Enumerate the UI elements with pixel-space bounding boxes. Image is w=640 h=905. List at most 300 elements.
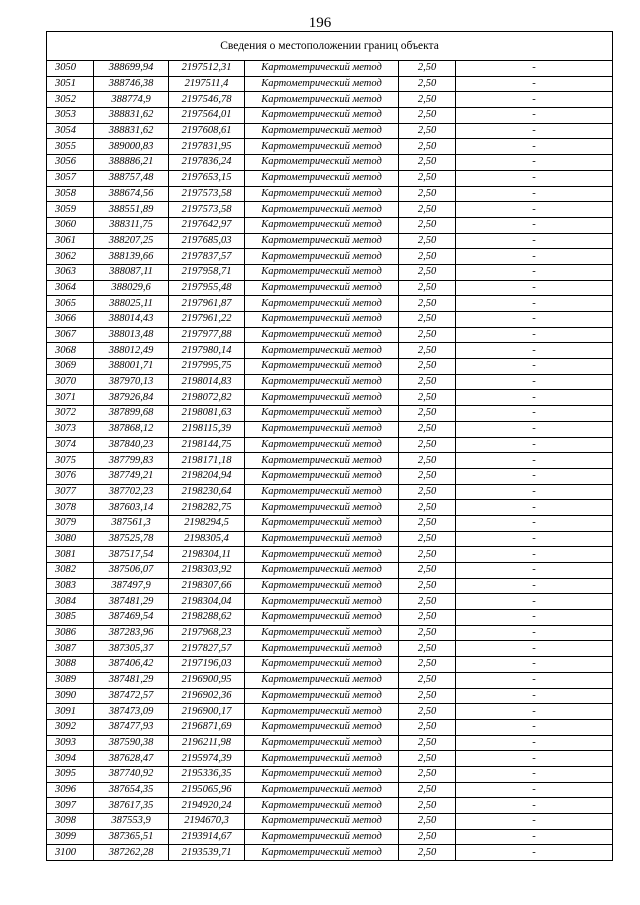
y-coordinate-cell: 2198305,4 — [169, 531, 245, 547]
accuracy-cell: 2,50 — [399, 735, 456, 751]
method-cell: Картометрический метод — [245, 108, 399, 124]
x-coordinate-cell: 387590,38 — [94, 735, 169, 751]
x-coordinate-cell: 388757,48 — [94, 170, 169, 186]
accuracy-cell: 2,50 — [399, 672, 456, 688]
accuracy-cell: 2,50 — [399, 170, 456, 186]
table-row — [47, 672, 613, 688]
method-cell: Картометрический метод — [245, 751, 399, 767]
point-number-cell: 3063 — [47, 264, 94, 280]
x-coordinate-cell: 387868,12 — [94, 421, 169, 437]
x-coordinate-cell: 388139,66 — [94, 249, 169, 265]
accuracy-cell: 2,50 — [399, 186, 456, 202]
y-coordinate-cell: 2197573,58 — [169, 186, 245, 202]
y-coordinate-cell: 2198171,18 — [169, 453, 245, 469]
accuracy-cell: 2,50 — [399, 249, 456, 265]
method-cell: Картометрический метод — [245, 92, 399, 108]
accuracy-cell: 2,50 — [399, 217, 456, 233]
x-coordinate-cell: 387497,9 — [94, 578, 169, 594]
table-row — [47, 578, 613, 594]
y-coordinate-cell: 2198282,75 — [169, 500, 245, 516]
x-coordinate-cell: 387506,07 — [94, 563, 169, 579]
description-cell: - — [456, 751, 613, 767]
x-coordinate-cell: 387553,9 — [94, 814, 169, 830]
method-cell: Картометрический метод — [245, 139, 399, 155]
point-number-cell: 3082 — [47, 563, 94, 579]
description-cell: - — [456, 766, 613, 782]
description-cell: - — [456, 155, 613, 171]
description-cell: - — [456, 845, 613, 861]
method-cell: Картометрический метод — [245, 390, 399, 406]
table-row — [47, 186, 613, 202]
y-coordinate-cell: 2193914,67 — [169, 829, 245, 845]
table-title: Сведения о местоположении границ объекта — [47, 32, 613, 61]
description-cell: - — [456, 610, 613, 626]
point-number-cell: 3085 — [47, 610, 94, 626]
point-number-cell: 3099 — [47, 829, 94, 845]
method-cell: Картометрический метод — [245, 515, 399, 531]
accuracy-cell: 2,50 — [399, 563, 456, 579]
description-cell: - — [456, 437, 613, 453]
x-coordinate-cell: 387899,68 — [94, 406, 169, 422]
point-number-cell: 3090 — [47, 688, 94, 704]
method-cell: Картометрический метод — [245, 202, 399, 218]
x-coordinate-cell: 388831,62 — [94, 108, 169, 124]
y-coordinate-cell: 2194920,24 — [169, 798, 245, 814]
y-coordinate-cell: 2197512,31 — [169, 61, 245, 77]
x-coordinate-cell: 387305,37 — [94, 641, 169, 657]
x-coordinate-cell: 387481,29 — [94, 672, 169, 688]
y-coordinate-cell: 2197961,87 — [169, 296, 245, 312]
method-cell: Картометрический метод — [245, 312, 399, 328]
method-cell: Картометрический метод — [245, 547, 399, 563]
method-cell: Картометрический метод — [245, 406, 399, 422]
x-coordinate-cell: 387262,28 — [94, 845, 169, 861]
description-cell: - — [456, 123, 613, 139]
description-cell: - — [456, 202, 613, 218]
method-cell: Картометрический метод — [245, 437, 399, 453]
table-row — [47, 139, 613, 155]
y-coordinate-cell: 2198304,11 — [169, 547, 245, 563]
table-row — [47, 155, 613, 171]
y-coordinate-cell: 2197837,57 — [169, 249, 245, 265]
table-row — [47, 735, 613, 751]
description-cell: - — [456, 829, 613, 845]
point-number-cell: 3069 — [47, 359, 94, 375]
y-coordinate-cell: 2196211,98 — [169, 735, 245, 751]
x-coordinate-cell: 387617,35 — [94, 798, 169, 814]
table-row — [47, 61, 613, 77]
y-coordinate-cell: 2198304,04 — [169, 594, 245, 610]
table-row — [47, 280, 613, 296]
point-number-cell: 3091 — [47, 704, 94, 720]
table-row — [47, 751, 613, 767]
x-coordinate-cell: 388014,43 — [94, 312, 169, 328]
description-cell: - — [456, 359, 613, 375]
accuracy-cell: 2,50 — [399, 108, 456, 124]
accuracy-cell: 2,50 — [399, 845, 456, 861]
x-coordinate-cell: 388207,25 — [94, 233, 169, 249]
x-coordinate-cell: 387525,78 — [94, 531, 169, 547]
accuracy-cell: 2,50 — [399, 155, 456, 171]
point-number-cell: 3055 — [47, 139, 94, 155]
y-coordinate-cell: 2197653,15 — [169, 170, 245, 186]
table-row — [47, 108, 613, 124]
method-cell: Картометрический метод — [245, 610, 399, 626]
accuracy-cell: 2,50 — [399, 657, 456, 673]
description-cell: - — [456, 343, 613, 359]
method-cell: Картометрический метод — [245, 453, 399, 469]
accuracy-cell: 2,50 — [399, 468, 456, 484]
y-coordinate-cell: 2197573,58 — [169, 202, 245, 218]
y-coordinate-cell: 2196902,36 — [169, 688, 245, 704]
point-number-cell: 3072 — [47, 406, 94, 422]
table-row — [47, 374, 613, 390]
table-row — [47, 845, 613, 861]
table-row — [47, 515, 613, 531]
accuracy-cell: 2,50 — [399, 704, 456, 720]
description-cell: - — [456, 484, 613, 500]
table-title-row — [47, 32, 613, 61]
method-cell: Картометрический метод — [245, 233, 399, 249]
method-cell: Картометрический метод — [245, 814, 399, 830]
accuracy-cell: 2,50 — [399, 343, 456, 359]
description-cell: - — [456, 704, 613, 720]
accuracy-cell: 2,50 — [399, 139, 456, 155]
point-number-cell: 3089 — [47, 672, 94, 688]
accuracy-cell: 2,50 — [399, 406, 456, 422]
table-row — [47, 531, 613, 547]
y-coordinate-cell: 2193539,71 — [169, 845, 245, 861]
description-cell: - — [456, 280, 613, 296]
table-row — [47, 202, 613, 218]
accuracy-cell: 2,50 — [399, 719, 456, 735]
point-number-cell: 3056 — [47, 155, 94, 171]
x-coordinate-cell: 388013,48 — [94, 327, 169, 343]
table-row — [47, 610, 613, 626]
x-coordinate-cell: 388746,38 — [94, 76, 169, 92]
table-row — [47, 421, 613, 437]
y-coordinate-cell: 2198307,66 — [169, 578, 245, 594]
x-coordinate-cell: 388025,11 — [94, 296, 169, 312]
point-number-cell: 3067 — [47, 327, 94, 343]
table-row — [47, 500, 613, 516]
method-cell: Картометрический метод — [245, 641, 399, 657]
y-coordinate-cell: 2198303,92 — [169, 563, 245, 579]
x-coordinate-cell: 388311,75 — [94, 217, 169, 233]
point-number-cell: 3051 — [47, 76, 94, 92]
boundary-coordinates-table — [46, 31, 613, 861]
accuracy-cell: 2,50 — [399, 123, 456, 139]
method-cell: Картометрический метод — [245, 76, 399, 92]
x-coordinate-cell: 387654,35 — [94, 782, 169, 798]
description-cell: - — [456, 578, 613, 594]
method-cell: Картометрический метод — [245, 280, 399, 296]
method-cell: Картометрический метод — [245, 625, 399, 641]
table-row — [47, 92, 613, 108]
table-row — [47, 406, 613, 422]
table-row — [47, 547, 613, 563]
accuracy-cell: 2,50 — [399, 327, 456, 343]
point-number-cell: 3058 — [47, 186, 94, 202]
method-cell: Картометрический метод — [245, 782, 399, 798]
x-coordinate-cell: 387517,54 — [94, 547, 169, 563]
table-row — [47, 233, 613, 249]
method-cell: Картометрический метод — [245, 343, 399, 359]
description-cell: - — [456, 312, 613, 328]
point-number-cell: 3050 — [47, 61, 94, 77]
accuracy-cell: 2,50 — [399, 531, 456, 547]
accuracy-cell: 2,50 — [399, 594, 456, 610]
method-cell: Картометрический метод — [245, 657, 399, 673]
description-cell: - — [456, 641, 613, 657]
y-coordinate-cell: 2195974,39 — [169, 751, 245, 767]
method-cell: Картометрический метод — [245, 359, 399, 375]
accuracy-cell: 2,50 — [399, 453, 456, 469]
description-cell: - — [456, 688, 613, 704]
x-coordinate-cell: 387472,57 — [94, 688, 169, 704]
table-row — [47, 829, 613, 845]
point-number-cell: 3059 — [47, 202, 94, 218]
y-coordinate-cell: 2197995,75 — [169, 359, 245, 375]
table-row — [47, 217, 613, 233]
x-coordinate-cell: 387481,29 — [94, 594, 169, 610]
x-coordinate-cell: 387926,84 — [94, 390, 169, 406]
method-cell: Картометрический метод — [245, 170, 399, 186]
method-cell: Картометрический метод — [245, 798, 399, 814]
accuracy-cell: 2,50 — [399, 92, 456, 108]
point-number-cell: 3064 — [47, 280, 94, 296]
point-number-cell: 3066 — [47, 312, 94, 328]
method-cell: Картометрический метод — [245, 704, 399, 720]
y-coordinate-cell: 2197961,22 — [169, 312, 245, 328]
point-number-cell: 3075 — [47, 453, 94, 469]
x-coordinate-cell: 388029,6 — [94, 280, 169, 296]
y-coordinate-cell: 2195065,96 — [169, 782, 245, 798]
y-coordinate-cell: 2198014,83 — [169, 374, 245, 390]
table-row — [47, 484, 613, 500]
point-number-cell: 3065 — [47, 296, 94, 312]
accuracy-cell: 2,50 — [399, 766, 456, 782]
point-number-cell: 3093 — [47, 735, 94, 751]
y-coordinate-cell: 2194670,3 — [169, 814, 245, 830]
point-number-cell: 3060 — [47, 217, 94, 233]
table-row — [47, 390, 613, 406]
point-number-cell: 3079 — [47, 515, 94, 531]
table-row — [47, 563, 613, 579]
description-cell: - — [456, 515, 613, 531]
point-number-cell: 3098 — [47, 814, 94, 830]
method-cell: Картометрический метод — [245, 421, 399, 437]
accuracy-cell: 2,50 — [399, 202, 456, 218]
table-row — [47, 76, 613, 92]
y-coordinate-cell: 2198081,63 — [169, 406, 245, 422]
accuracy-cell: 2,50 — [399, 829, 456, 845]
method-cell: Картометрический метод — [245, 766, 399, 782]
point-number-cell: 3081 — [47, 547, 94, 563]
point-number-cell: 3057 — [47, 170, 94, 186]
table-row — [47, 296, 613, 312]
description-cell: - — [456, 108, 613, 124]
description-cell: - — [456, 531, 613, 547]
y-coordinate-cell: 2197827,57 — [169, 641, 245, 657]
accuracy-cell: 2,50 — [399, 374, 456, 390]
accuracy-cell: 2,50 — [399, 421, 456, 437]
method-cell: Картометрический метод — [245, 123, 399, 139]
description-cell: - — [456, 217, 613, 233]
method-cell: Картометрический метод — [245, 578, 399, 594]
y-coordinate-cell: 2197564,01 — [169, 108, 245, 124]
method-cell: Картометрический метод — [245, 500, 399, 516]
y-coordinate-cell: 2198204,94 — [169, 468, 245, 484]
method-cell: Картометрический метод — [245, 594, 399, 610]
description-cell: - — [456, 672, 613, 688]
accuracy-cell: 2,50 — [399, 76, 456, 92]
accuracy-cell: 2,50 — [399, 625, 456, 641]
point-number-cell: 3080 — [47, 531, 94, 547]
accuracy-cell: 2,50 — [399, 280, 456, 296]
accuracy-cell: 2,50 — [399, 578, 456, 594]
description-cell: - — [456, 233, 613, 249]
accuracy-cell: 2,50 — [399, 359, 456, 375]
y-coordinate-cell: 2197831,95 — [169, 139, 245, 155]
description-cell: - — [456, 406, 613, 422]
x-coordinate-cell: 389000,83 — [94, 139, 169, 155]
accuracy-cell: 2,50 — [399, 437, 456, 453]
point-number-cell: 3076 — [47, 468, 94, 484]
x-coordinate-cell: 387365,51 — [94, 829, 169, 845]
description-cell: - — [456, 563, 613, 579]
y-coordinate-cell: 2197196,03 — [169, 657, 245, 673]
accuracy-cell: 2,50 — [399, 484, 456, 500]
y-coordinate-cell: 2197977,88 — [169, 327, 245, 343]
table-row — [47, 704, 613, 720]
accuracy-cell: 2,50 — [399, 751, 456, 767]
description-cell: - — [456, 735, 613, 751]
description-cell: - — [456, 76, 613, 92]
point-number-cell: 3083 — [47, 578, 94, 594]
y-coordinate-cell: 2198230,64 — [169, 484, 245, 500]
table-row — [47, 327, 613, 343]
point-number-cell: 3071 — [47, 390, 94, 406]
point-number-cell: 3100 — [47, 845, 94, 861]
table-row — [47, 123, 613, 139]
y-coordinate-cell: 2197836,24 — [169, 155, 245, 171]
accuracy-cell: 2,50 — [399, 610, 456, 626]
table-row — [47, 814, 613, 830]
accuracy-cell: 2,50 — [399, 688, 456, 704]
table-row — [47, 798, 613, 814]
table-row — [47, 437, 613, 453]
method-cell: Картометрический метод — [245, 468, 399, 484]
y-coordinate-cell: 2198144,75 — [169, 437, 245, 453]
x-coordinate-cell: 387970,13 — [94, 374, 169, 390]
point-number-cell: 3078 — [47, 500, 94, 516]
x-coordinate-cell: 388886,21 — [94, 155, 169, 171]
y-coordinate-cell: 2196871,69 — [169, 719, 245, 735]
x-coordinate-cell: 387799,83 — [94, 453, 169, 469]
accuracy-cell: 2,50 — [399, 515, 456, 531]
x-coordinate-cell: 387840,23 — [94, 437, 169, 453]
accuracy-cell: 2,50 — [399, 798, 456, 814]
y-coordinate-cell: 2197955,48 — [169, 280, 245, 296]
accuracy-cell: 2,50 — [399, 500, 456, 516]
y-coordinate-cell: 2198294,5 — [169, 515, 245, 531]
y-coordinate-cell: 2196900,17 — [169, 704, 245, 720]
table-row — [47, 453, 613, 469]
x-coordinate-cell: 387628,47 — [94, 751, 169, 767]
table-row — [47, 657, 613, 673]
accuracy-cell: 2,50 — [399, 814, 456, 830]
method-cell: Картометрический метод — [245, 735, 399, 751]
method-cell: Картометрический метод — [245, 186, 399, 202]
accuracy-cell: 2,50 — [399, 264, 456, 280]
description-cell: - — [456, 782, 613, 798]
y-coordinate-cell: 2197546,78 — [169, 92, 245, 108]
point-number-cell: 3054 — [47, 123, 94, 139]
description-cell: - — [456, 170, 613, 186]
description-cell: - — [456, 249, 613, 265]
method-cell: Картометрический метод — [245, 829, 399, 845]
x-coordinate-cell: 388087,11 — [94, 264, 169, 280]
x-coordinate-cell: 387477,93 — [94, 719, 169, 735]
x-coordinate-cell: 387473,09 — [94, 704, 169, 720]
method-cell: Картометрический метод — [245, 61, 399, 77]
point-number-cell: 3061 — [47, 233, 94, 249]
accuracy-cell: 2,50 — [399, 782, 456, 798]
point-number-cell: 3096 — [47, 782, 94, 798]
description-cell: - — [456, 798, 613, 814]
description-cell: - — [456, 296, 613, 312]
x-coordinate-cell: 388001,71 — [94, 359, 169, 375]
method-cell: Картометрический метод — [245, 296, 399, 312]
description-cell: - — [456, 61, 613, 77]
point-number-cell: 3094 — [47, 751, 94, 767]
description-cell: - — [456, 374, 613, 390]
description-cell: - — [456, 500, 613, 516]
x-coordinate-cell: 387283,96 — [94, 625, 169, 641]
y-coordinate-cell: 2197980,14 — [169, 343, 245, 359]
point-number-cell: 3087 — [47, 641, 94, 657]
y-coordinate-cell: 2197958,71 — [169, 264, 245, 280]
page-number: 196 — [308, 15, 332, 31]
point-number-cell: 3084 — [47, 594, 94, 610]
method-cell: Картометрический метод — [245, 563, 399, 579]
x-coordinate-cell: 388774,9 — [94, 92, 169, 108]
description-cell: - — [456, 327, 613, 343]
description-cell: - — [456, 390, 613, 406]
description-cell: - — [456, 547, 613, 563]
point-number-cell: 3074 — [47, 437, 94, 453]
table-row — [47, 359, 613, 375]
table-row — [47, 594, 613, 610]
x-coordinate-cell: 387740,92 — [94, 766, 169, 782]
method-cell: Картометрический метод — [245, 845, 399, 861]
x-coordinate-cell: 387749,21 — [94, 468, 169, 484]
description-cell: - — [456, 594, 613, 610]
x-coordinate-cell: 388551,89 — [94, 202, 169, 218]
point-number-cell: 3073 — [47, 421, 94, 437]
method-cell: Картометрический метод — [245, 374, 399, 390]
accuracy-cell: 2,50 — [399, 233, 456, 249]
point-number-cell: 3052 — [47, 92, 94, 108]
description-cell: - — [456, 468, 613, 484]
description-cell: - — [456, 186, 613, 202]
description-cell: - — [456, 453, 613, 469]
table-row — [47, 312, 613, 328]
description-cell: - — [456, 92, 613, 108]
description-cell: - — [456, 139, 613, 155]
point-number-cell: 3088 — [47, 657, 94, 673]
